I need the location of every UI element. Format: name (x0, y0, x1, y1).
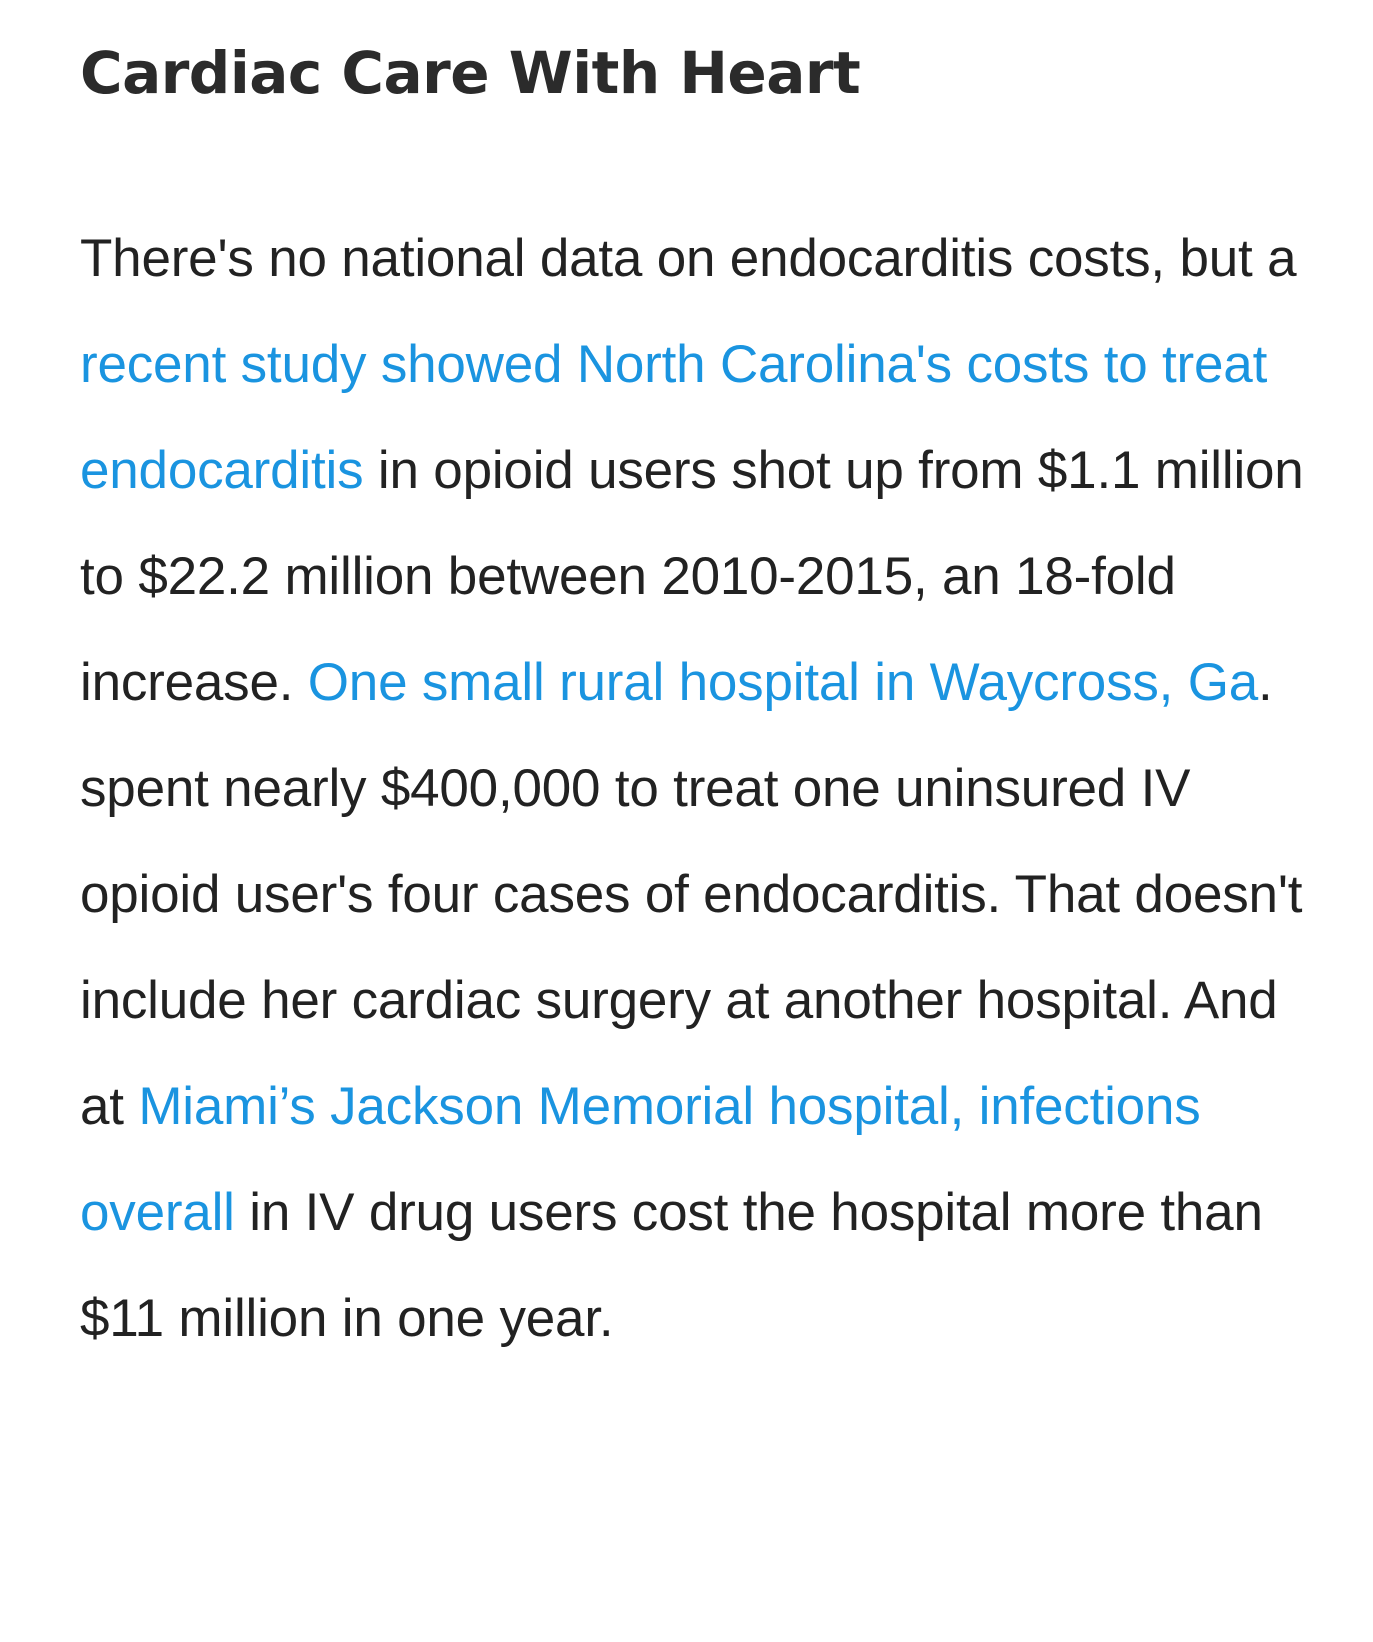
link-waycross-hospital[interactable]: One small rural hospital in Waycross, Ga (307, 653, 1259, 712)
article-paragraph (80, 206, 1320, 1372)
link-north-carolina-study[interactable]: recent study showed North Carolina's costs to treat endocarditis (80, 335, 1268, 500)
article (80, 28, 1320, 1372)
section-heading: Cardiac Care With Heart (80, 39, 861, 107)
paragraph-text: in IV drug users cost the hospital more than $11 million in one year. (80, 1183, 1263, 1348)
paragraph-text: There's no national data on endocarditis costs, but a (80, 229, 1297, 288)
paragraph-text: . spent nearly $400,000 to treat one uninsured IV opioid user's four cases of endocarditis. That doesn't include her cardiac surgery at another hospital. And at (80, 653, 1303, 1136)
paragraph-text: in opioid users shot up from $1.1 million to $22.2 million between 2010-2015, an 18-fold increase. (80, 441, 1304, 712)
link-jackson-memorial[interactable]: Miami’s Jackson Memorial hospital, infections overall (80, 1077, 1201, 1242)
